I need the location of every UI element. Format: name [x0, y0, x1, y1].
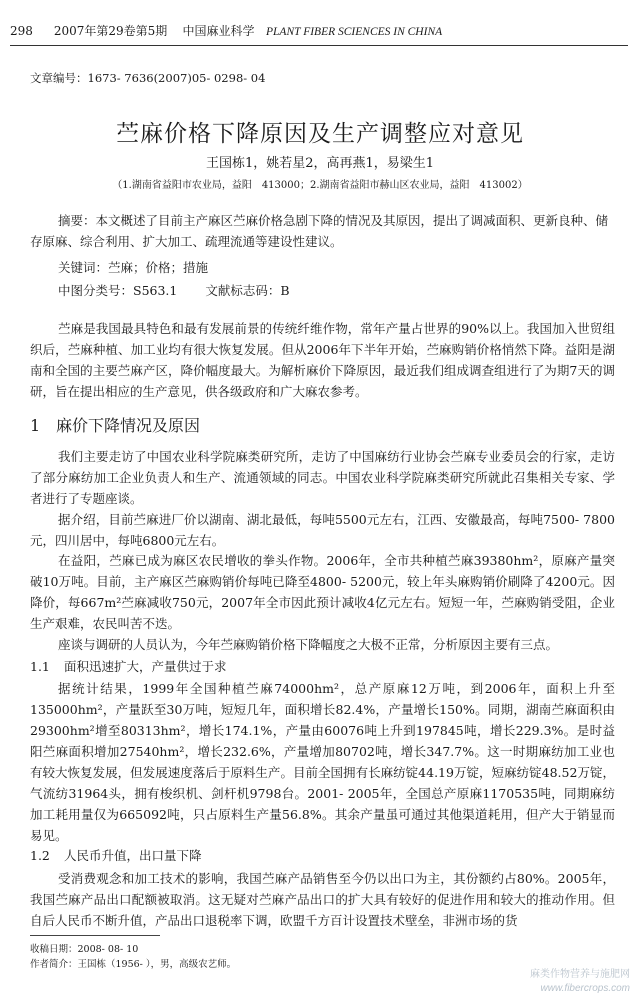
watermark-cn: 麻类作物营养与施肥网: [530, 969, 630, 980]
journal-name-cn: 中国麻业科学: [182, 24, 255, 38]
subsection-heading: [30, 657, 227, 675]
subsection-number: 1.1: [30, 659, 50, 674]
body-paragraph: 座谈与调研的人员认为，今年苎麻购销价格下降幅度之大极不正常，分析原因主要有三点。: [58, 637, 559, 652]
document-code: 文献标志码：B: [205, 283, 290, 298]
section-heading: [30, 413, 200, 436]
footnote-received: 收稿日期：2008- 08- 10: [30, 944, 139, 955]
abstract: 摘要：本文概述了目前主产麻区苎麻价格急剧下降的情况及其原因，提出了调减面积、更新良种、储存原麻、综合利用、扩大加工、疏理流通等建设性建议。: [30, 213, 609, 249]
journal-name-en: PLANT FIBER SCIENCES IN CHINA: [266, 26, 443, 38]
subsection-number: 1.2: [30, 848, 50, 863]
footnote-divider: [30, 935, 160, 936]
watermark-en: www.fibercrops.com: [540, 983, 630, 994]
classification-line: [58, 281, 290, 299]
section-number: 1: [30, 416, 41, 435]
body-paragraph: 受消费观念和加工技术的影响，我国苎麻产品销售至今仍以出口为主，其份额约占80%。2005年，我国苎麻产品出口配额被取消。这无疑对苎麻产品出口的扩大具有较好的促进作用和较大的推动作用。但自后人民币不断升值，产品出口退税率下调，欧盟千方百计设置技术壁垒，非洲市场的货: [30, 871, 615, 928]
section-title: 麻价下降情况及原因: [56, 416, 201, 435]
subsection-heading: [30, 846, 202, 864]
affiliations: （1.湖南省益阳市农业局，益阳 413000；2.湖南省益阳市赫山区农业局，益阳 413002）: [112, 180, 528, 191]
paper-title: 苎麻价格下降原因及生产调整应对意见: [116, 121, 524, 147]
body-paragraph: 据统计结果，1999年全国种植苎麻74000hm²，总产原麻12万吨，到2006年，面积上升至135000hm²，产量跃至30万吨，短短几年，面积增长82.4%，产量增长150%。同期，湖南苎麻面积由29300hm²增至80313hm²，增长174.1%，产量由60076吨上升到197845吨，增长229.3%。是时益阳苎麻面积增加27540hm²，增长232.6%，产量增加80702吨，增长347.7%。这一时期麻纺加工业也有较大恢复发展，但发展速度落后于原料生产。目前全国拥有长麻纺锭44.19万锭，短麻纺锭48.52万锭，气流纺31964头，拥有梭织机、剑杆机9798台。2001- 2005年，全国总产原麻1170535吨，同期麻纺加工耗用量仅为665092吨，只占原料生产量56.8%。其余产量虽可通过其他渠道耗用，但产大于销显而易见。: [30, 681, 615, 843]
subsection-title: 面积迅速扩大，产量供过于求: [64, 659, 227, 674]
classification-code: 中图分类号：S563.1: [58, 283, 178, 298]
body-paragraph: 我们主要走访了中国农业科学院麻类研究所，走访了中国麻纺行业协会苎麻专业委员会的行家，走访了部分麻纺加工企业负责人和生产、流通领域的同志。中国农业科学院麻类研究所就此召集相关专家、学者进行了专题座谈。: [30, 449, 615, 506]
body-paragraph: 据介绍，目前苎麻进厂价以湖南、湖北最低，每吨5500元左右，江西、安徽最高，每吨7500- 7800元，四川居中，每吨6800元左右。: [30, 512, 615, 548]
subsection-title: 人民币升值，出口量下降: [64, 848, 202, 863]
body-paragraph: 在益阳，苎麻已成为麻区农民增收的拳头作物。2006年，全市共种植苎麻39380hm²，原麻产量突破10万吨。目前，主产麻区苎麻购销价每吨已降至4800- 5200元，较上年头麻购销价刷降了4200元。因降价，每667m²苎麻减收750元，2007年全市因此预计减收4亿元左右。短短一年，苎麻购销受阻，企业生产艰难，农民叫苦不迭。: [30, 553, 615, 631]
article-number: 文章编号：1673- 7636(2007)05- 0298- 04: [30, 71, 266, 85]
journal-issue: 2007年第29卷第5期: [53, 24, 168, 38]
intro-paragraph: 苎麻是我国最具特色和最有发展前景的传统纤维作物，常年产量占世界的90%以上。我国加入世贸组织后，苎麻种植、加工业均有很大恢复发展。但从2006年下半年开始，苎麻购销价格悄然下降。益阳是湖南和全国的主要苎麻产区，降价幅度最大。为解析麻价下降原因，最近我们组成调查组进行了为期7天的调研，旨在提出相应的生产意见，供各级政府和广大麻农参考。: [30, 321, 615, 399]
keywords: 关键词：苎麻；价格；措施: [58, 260, 209, 275]
watermark: [530, 968, 630, 996]
page-number: 298: [10, 24, 33, 38]
authors: 王国栋1，姚若星2，高再燕1，易梁生1: [205, 156, 435, 171]
running-header: [10, 22, 628, 46]
footnote-author: 作者简介：王国栋（1956- ），男，高级农艺师。: [30, 959, 237, 970]
